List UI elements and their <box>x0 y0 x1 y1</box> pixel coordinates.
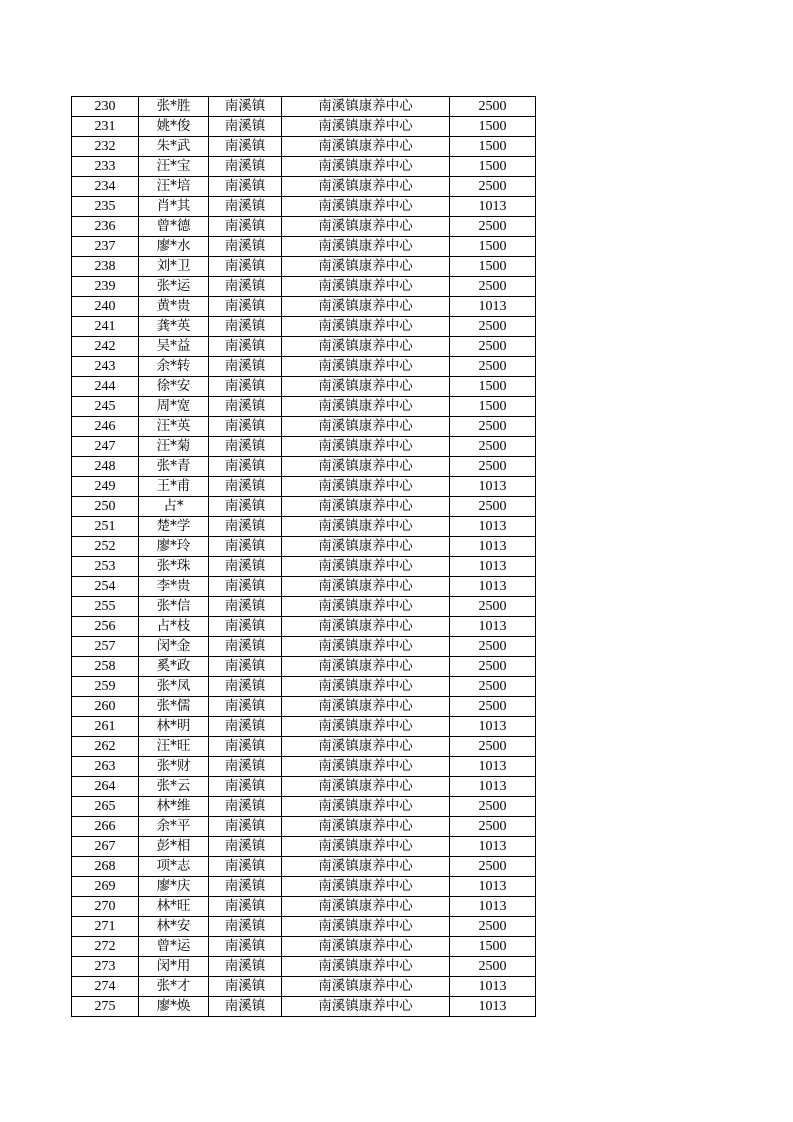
institution-cell: 南溪镇康养中心 <box>282 317 450 337</box>
table-row <box>72 257 536 277</box>
institution-cell: 南溪镇康养中心 <box>282 417 450 437</box>
institution-cell: 南溪镇康养中心 <box>282 837 450 857</box>
serial-number-cell: 259 <box>72 677 139 697</box>
amount-cell: 2500 <box>450 637 536 657</box>
institution-cell: 南溪镇康养中心 <box>282 937 450 957</box>
amount-cell: 1500 <box>450 377 536 397</box>
table-row <box>72 277 536 297</box>
town-cell: 南溪镇 <box>209 737 282 757</box>
amount-cell: 1500 <box>450 237 536 257</box>
serial-number-cell: 230 <box>72 97 139 117</box>
name-cell: 彭*相 <box>139 837 209 857</box>
amount-cell: 2500 <box>450 957 536 977</box>
town-cell: 南溪镇 <box>209 437 282 457</box>
table-row <box>72 717 536 737</box>
town-cell: 南溪镇 <box>209 537 282 557</box>
serial-number-cell: 263 <box>72 757 139 777</box>
town-cell: 南溪镇 <box>209 657 282 677</box>
institution-cell: 南溪镇康养中心 <box>282 197 450 217</box>
serial-number-cell: 244 <box>72 377 139 397</box>
town-cell: 南溪镇 <box>209 217 282 237</box>
town-cell: 南溪镇 <box>209 897 282 917</box>
table-row <box>72 957 536 977</box>
table-row <box>72 217 536 237</box>
serial-number-cell: 255 <box>72 597 139 617</box>
name-cell: 张*青 <box>139 457 209 477</box>
town-cell: 南溪镇 <box>209 777 282 797</box>
serial-number-cell: 267 <box>72 837 139 857</box>
town-cell: 南溪镇 <box>209 137 282 157</box>
name-cell: 占*枝 <box>139 617 209 637</box>
serial-number-cell: 262 <box>72 737 139 757</box>
town-cell: 南溪镇 <box>209 977 282 997</box>
town-cell: 南溪镇 <box>209 257 282 277</box>
institution-cell: 南溪镇康养中心 <box>282 337 450 357</box>
serial-number-cell: 265 <box>72 797 139 817</box>
table-row <box>72 497 536 517</box>
table-row <box>72 297 536 317</box>
amount-cell: 1500 <box>450 137 536 157</box>
town-cell: 南溪镇 <box>209 937 282 957</box>
amount-cell: 2500 <box>450 217 536 237</box>
amount-cell: 1013 <box>450 837 536 857</box>
name-cell: 楚*学 <box>139 517 209 537</box>
name-cell: 张*信 <box>139 597 209 617</box>
institution-cell: 南溪镇康养中心 <box>282 897 450 917</box>
name-cell: 曾*德 <box>139 217 209 237</box>
institution-cell: 南溪镇康养中心 <box>282 957 450 977</box>
serial-number-cell: 266 <box>72 817 139 837</box>
name-cell: 汪*菊 <box>139 437 209 457</box>
institution-cell: 南溪镇康养中心 <box>282 817 450 837</box>
serial-number-cell: 260 <box>72 697 139 717</box>
table-row <box>72 577 536 597</box>
table-row <box>72 937 536 957</box>
town-cell: 南溪镇 <box>209 177 282 197</box>
institution-cell: 南溪镇康养中心 <box>282 377 450 397</box>
serial-number-cell: 241 <box>72 317 139 337</box>
amount-cell: 2500 <box>450 737 536 757</box>
town-cell: 南溪镇 <box>209 397 282 417</box>
name-cell: 张*凤 <box>139 677 209 697</box>
serial-number-cell: 250 <box>72 497 139 517</box>
institution-cell: 南溪镇康养中心 <box>282 437 450 457</box>
town-cell: 南溪镇 <box>209 297 282 317</box>
name-cell: 汪*旺 <box>139 737 209 757</box>
amount-cell: 1500 <box>450 157 536 177</box>
name-cell: 朱*武 <box>139 137 209 157</box>
name-cell: 林*安 <box>139 917 209 937</box>
serial-number-cell: 254 <box>72 577 139 597</box>
amount-cell: 2500 <box>450 677 536 697</box>
serial-number-cell: 236 <box>72 217 139 237</box>
table-row <box>72 97 536 117</box>
table-row <box>72 997 536 1017</box>
name-cell: 李*贵 <box>139 577 209 597</box>
institution-cell: 南溪镇康养中心 <box>282 677 450 697</box>
serial-number-cell: 253 <box>72 557 139 577</box>
institution-cell: 南溪镇康养中心 <box>282 97 450 117</box>
town-cell: 南溪镇 <box>209 197 282 217</box>
town-cell: 南溪镇 <box>209 677 282 697</box>
name-cell: 肖*其 <box>139 197 209 217</box>
amount-cell: 1013 <box>450 717 536 737</box>
amount-cell: 1013 <box>450 897 536 917</box>
table-row <box>72 557 536 577</box>
table-row <box>72 177 536 197</box>
amount-cell: 2500 <box>450 177 536 197</box>
name-cell: 张*运 <box>139 277 209 297</box>
table-row <box>72 877 536 897</box>
amount-cell: 1013 <box>450 757 536 777</box>
table-row <box>72 457 536 477</box>
name-cell: 闵*金 <box>139 637 209 657</box>
institution-cell: 南溪镇康养中心 <box>282 777 450 797</box>
amount-cell: 2500 <box>450 817 536 837</box>
amount-cell: 1013 <box>450 297 536 317</box>
town-cell: 南溪镇 <box>209 237 282 257</box>
town-cell: 南溪镇 <box>209 797 282 817</box>
table-row <box>72 437 536 457</box>
town-cell: 南溪镇 <box>209 877 282 897</box>
institution-cell: 南溪镇康养中心 <box>282 997 450 1017</box>
table-body <box>72 97 536 1017</box>
town-cell: 南溪镇 <box>209 517 282 537</box>
serial-number-cell: 275 <box>72 997 139 1017</box>
table-row <box>72 777 536 797</box>
table-row <box>72 397 536 417</box>
institution-cell: 南溪镇康养中心 <box>282 697 450 717</box>
table-row <box>72 117 536 137</box>
table-row <box>72 197 536 217</box>
serial-number-cell: 251 <box>72 517 139 537</box>
amount-cell: 1013 <box>450 577 536 597</box>
town-cell: 南溪镇 <box>209 617 282 637</box>
serial-number-cell: 245 <box>72 397 139 417</box>
amount-cell: 1013 <box>450 617 536 637</box>
town-cell: 南溪镇 <box>209 857 282 877</box>
serial-number-cell: 257 <box>72 637 139 657</box>
institution-cell: 南溪镇康养中心 <box>282 257 450 277</box>
institution-cell: 南溪镇康养中心 <box>282 177 450 197</box>
table-row <box>72 137 536 157</box>
amount-cell: 2500 <box>450 797 536 817</box>
name-cell: 余*平 <box>139 817 209 837</box>
amount-cell: 2500 <box>450 277 536 297</box>
amount-cell: 1013 <box>450 197 536 217</box>
serial-number-cell: 238 <box>72 257 139 277</box>
institution-cell: 南溪镇康养中心 <box>282 297 450 317</box>
town-cell: 南溪镇 <box>209 157 282 177</box>
amount-cell: 2500 <box>450 697 536 717</box>
name-cell: 黄*贵 <box>139 297 209 317</box>
institution-cell: 南溪镇康养中心 <box>282 517 450 537</box>
table-row <box>72 917 536 937</box>
table-row <box>72 697 536 717</box>
table-row <box>72 537 536 557</box>
institution-cell: 南溪镇康养中心 <box>282 497 450 517</box>
amount-cell: 1013 <box>450 997 536 1017</box>
name-cell: 汪*培 <box>139 177 209 197</box>
town-cell: 南溪镇 <box>209 277 282 297</box>
name-cell: 廖*庆 <box>139 877 209 897</box>
name-cell: 林*明 <box>139 717 209 737</box>
serial-number-cell: 249 <box>72 477 139 497</box>
amount-cell: 2500 <box>450 437 536 457</box>
table-row <box>72 357 536 377</box>
institution-cell: 南溪镇康养中心 <box>282 857 450 877</box>
serial-number-cell: 239 <box>72 277 139 297</box>
recipient-table <box>71 96 536 1017</box>
serial-number-cell: 242 <box>72 337 139 357</box>
amount-cell: 2500 <box>450 857 536 877</box>
institution-cell: 南溪镇康养中心 <box>282 657 450 677</box>
amount-cell: 2500 <box>450 417 536 437</box>
table-row <box>72 337 536 357</box>
serial-number-cell: 247 <box>72 437 139 457</box>
amount-cell: 2500 <box>450 657 536 677</box>
name-cell: 余*转 <box>139 357 209 377</box>
serial-number-cell: 231 <box>72 117 139 137</box>
name-cell: 奚*政 <box>139 657 209 677</box>
name-cell: 张*珠 <box>139 557 209 577</box>
serial-number-cell: 268 <box>72 857 139 877</box>
institution-cell: 南溪镇康养中心 <box>282 877 450 897</box>
town-cell: 南溪镇 <box>209 497 282 517</box>
serial-number-cell: 246 <box>72 417 139 437</box>
name-cell: 闵*用 <box>139 957 209 977</box>
institution-cell: 南溪镇康养中心 <box>282 137 450 157</box>
town-cell: 南溪镇 <box>209 457 282 477</box>
institution-cell: 南溪镇康养中心 <box>282 757 450 777</box>
table-row <box>72 677 536 697</box>
institution-cell: 南溪镇康养中心 <box>282 277 450 297</box>
name-cell: 廖*玲 <box>139 537 209 557</box>
amount-cell: 2500 <box>450 497 536 517</box>
town-cell: 南溪镇 <box>209 697 282 717</box>
town-cell: 南溪镇 <box>209 337 282 357</box>
town-cell: 南溪镇 <box>209 97 282 117</box>
table-row <box>72 757 536 777</box>
institution-cell: 南溪镇康养中心 <box>282 457 450 477</box>
institution-cell: 南溪镇康养中心 <box>282 617 450 637</box>
institution-cell: 南溪镇康养中心 <box>282 577 450 597</box>
serial-number-cell: 274 <box>72 977 139 997</box>
serial-number-cell: 269 <box>72 877 139 897</box>
institution-cell: 南溪镇康养中心 <box>282 357 450 377</box>
table-row <box>72 317 536 337</box>
serial-number-cell: 261 <box>72 717 139 737</box>
town-cell: 南溪镇 <box>209 117 282 137</box>
town-cell: 南溪镇 <box>209 377 282 397</box>
town-cell: 南溪镇 <box>209 717 282 737</box>
amount-cell: 2500 <box>450 457 536 477</box>
serial-number-cell: 240 <box>72 297 139 317</box>
name-cell: 姚*俊 <box>139 117 209 137</box>
town-cell: 南溪镇 <box>209 417 282 437</box>
serial-number-cell: 271 <box>72 917 139 937</box>
amount-cell: 2500 <box>450 317 536 337</box>
table-row <box>72 857 536 877</box>
town-cell: 南溪镇 <box>209 837 282 857</box>
serial-number-cell: 256 <box>72 617 139 637</box>
name-cell: 龚*英 <box>139 317 209 337</box>
table-row <box>72 157 536 177</box>
amount-cell: 1500 <box>450 397 536 417</box>
amount-cell: 1500 <box>450 937 536 957</box>
name-cell: 项*志 <box>139 857 209 877</box>
town-cell: 南溪镇 <box>209 957 282 977</box>
serial-number-cell: 264 <box>72 777 139 797</box>
town-cell: 南溪镇 <box>209 357 282 377</box>
table-row <box>72 417 536 437</box>
table-row <box>72 837 536 857</box>
amount-cell: 1013 <box>450 877 536 897</box>
table-row <box>72 597 536 617</box>
serial-number-cell: 248 <box>72 457 139 477</box>
amount-cell: 1013 <box>450 477 536 497</box>
town-cell: 南溪镇 <box>209 597 282 617</box>
name-cell: 刘*卫 <box>139 257 209 277</box>
institution-cell: 南溪镇康养中心 <box>282 217 450 237</box>
institution-cell: 南溪镇康养中心 <box>282 717 450 737</box>
amount-cell: 1013 <box>450 977 536 997</box>
name-cell: 汪*宝 <box>139 157 209 177</box>
institution-cell: 南溪镇康养中心 <box>282 597 450 617</box>
serial-number-cell: 234 <box>72 177 139 197</box>
amount-cell: 1500 <box>450 257 536 277</box>
serial-number-cell: 273 <box>72 957 139 977</box>
institution-cell: 南溪镇康养中心 <box>282 157 450 177</box>
table-row <box>72 897 536 917</box>
table-row <box>72 977 536 997</box>
serial-number-cell: 235 <box>72 197 139 217</box>
table-row <box>72 517 536 537</box>
name-cell: 曾*运 <box>139 937 209 957</box>
institution-cell: 南溪镇康养中心 <box>282 637 450 657</box>
serial-number-cell: 233 <box>72 157 139 177</box>
town-cell: 南溪镇 <box>209 997 282 1017</box>
institution-cell: 南溪镇康养中心 <box>282 977 450 997</box>
town-cell: 南溪镇 <box>209 917 282 937</box>
name-cell: 张*胜 <box>139 97 209 117</box>
table-row <box>72 797 536 817</box>
institution-cell: 南溪镇康养中心 <box>282 557 450 577</box>
table-row <box>72 637 536 657</box>
town-cell: 南溪镇 <box>209 817 282 837</box>
name-cell: 周*宽 <box>139 397 209 417</box>
name-cell: 汪*英 <box>139 417 209 437</box>
amount-cell: 2500 <box>450 337 536 357</box>
amount-cell: 1500 <box>450 117 536 137</box>
amount-cell: 2500 <box>450 917 536 937</box>
name-cell: 廖*焕 <box>139 997 209 1017</box>
serial-number-cell: 243 <box>72 357 139 377</box>
serial-number-cell: 252 <box>72 537 139 557</box>
table-row <box>72 657 536 677</box>
serial-number-cell: 272 <box>72 937 139 957</box>
name-cell: 徐*安 <box>139 377 209 397</box>
amount-cell: 2500 <box>450 357 536 377</box>
institution-cell: 南溪镇康养中心 <box>282 117 450 137</box>
name-cell: 占* <box>139 497 209 517</box>
table-row <box>72 817 536 837</box>
institution-cell: 南溪镇康养中心 <box>282 917 450 937</box>
institution-cell: 南溪镇康养中心 <box>282 537 450 557</box>
institution-cell: 南溪镇康养中心 <box>282 397 450 417</box>
amount-cell: 1013 <box>450 777 536 797</box>
name-cell: 张*儒 <box>139 697 209 717</box>
town-cell: 南溪镇 <box>209 577 282 597</box>
amount-cell: 1013 <box>450 537 536 557</box>
name-cell: 张*财 <box>139 757 209 777</box>
name-cell: 廖*水 <box>139 237 209 257</box>
name-cell: 张*云 <box>139 777 209 797</box>
serial-number-cell: 232 <box>72 137 139 157</box>
amount-cell: 2500 <box>450 597 536 617</box>
table-row <box>72 237 536 257</box>
institution-cell: 南溪镇康养中心 <box>282 477 450 497</box>
town-cell: 南溪镇 <box>209 317 282 337</box>
institution-cell: 南溪镇康养中心 <box>282 237 450 257</box>
amount-cell: 2500 <box>450 97 536 117</box>
table-row <box>72 477 536 497</box>
name-cell: 张*才 <box>139 977 209 997</box>
table-row <box>72 617 536 637</box>
town-cell: 南溪镇 <box>209 477 282 497</box>
amount-cell: 1013 <box>450 517 536 537</box>
institution-cell: 南溪镇康养中心 <box>282 797 450 817</box>
serial-number-cell: 258 <box>72 657 139 677</box>
institution-cell: 南溪镇康养中心 <box>282 737 450 757</box>
name-cell: 林*维 <box>139 797 209 817</box>
amount-cell: 1013 <box>450 557 536 577</box>
name-cell: 林*旺 <box>139 897 209 917</box>
town-cell: 南溪镇 <box>209 637 282 657</box>
serial-number-cell: 270 <box>72 897 139 917</box>
name-cell: 王*甫 <box>139 477 209 497</box>
table-row <box>72 737 536 757</box>
table-row <box>72 377 536 397</box>
town-cell: 南溪镇 <box>209 557 282 577</box>
town-cell: 南溪镇 <box>209 757 282 777</box>
name-cell: 吴*益 <box>139 337 209 357</box>
serial-number-cell: 237 <box>72 237 139 257</box>
